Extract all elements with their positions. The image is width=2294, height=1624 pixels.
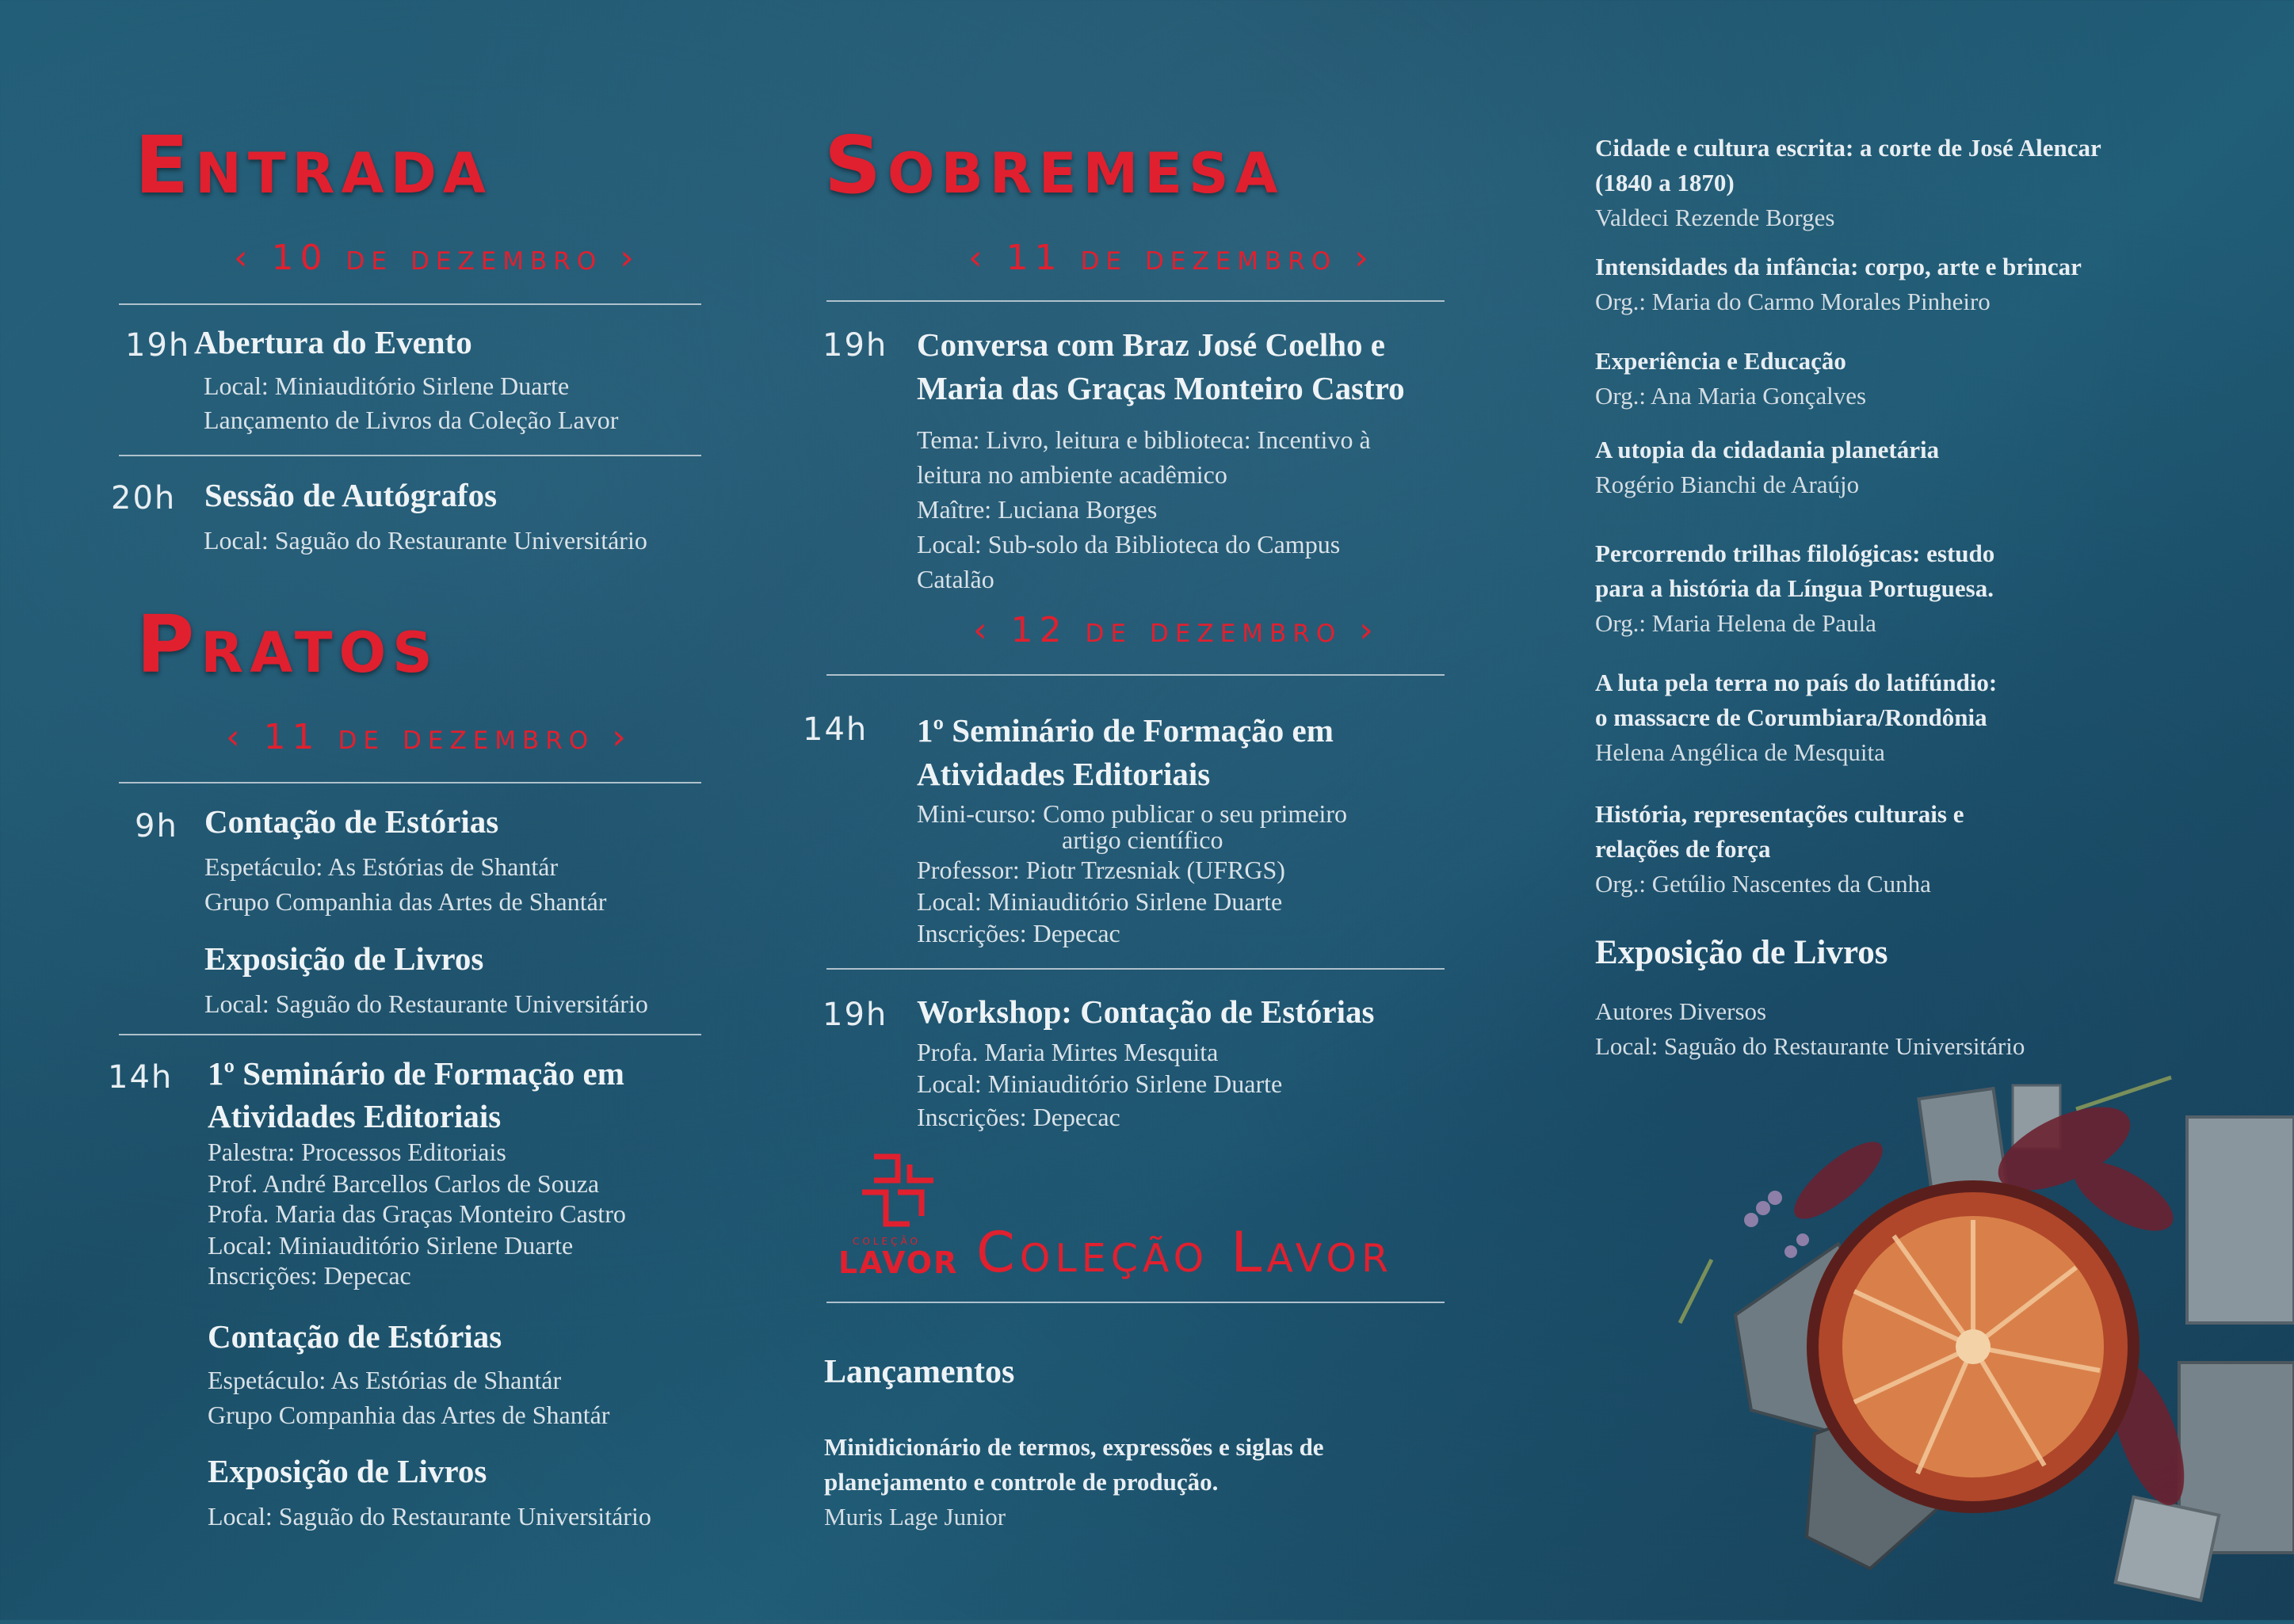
sobremesa-title: Sobremesa bbox=[824, 119, 1284, 212]
divider bbox=[826, 1302, 1445, 1303]
book-title: Experiência e Educação bbox=[1595, 347, 1846, 375]
book-title: História, representações culturais e bbox=[1595, 800, 1964, 828]
divider bbox=[119, 455, 701, 456]
book-title-line2: para a história da Língua Portuguesa. bbox=[1595, 574, 1994, 602]
pratos-title: Pratos bbox=[136, 598, 439, 691]
book-title: A utopia da cidadania planetária bbox=[1595, 436, 1940, 463]
sobremesa-date-1: ‹ 11 de dezembro › bbox=[968, 238, 1375, 278]
event-line: Lançamento de Livros da Coleção Lavor bbox=[204, 406, 619, 434]
event-title: Exposição de Livros bbox=[204, 940, 484, 977]
divider bbox=[119, 1034, 701, 1035]
event-line: Palestra: Processos Editoriais bbox=[208, 1138, 506, 1166]
event-title-line2: Atividades Editoriais bbox=[917, 756, 1211, 792]
event-time: 20h bbox=[111, 480, 177, 517]
event-title: Abertura do Evento bbox=[194, 324, 472, 360]
book-title-line2: o massacre de Corumbiara/Rondônia bbox=[1595, 703, 1987, 731]
event-line: Local: Sub-solo da Biblioteca do Campus bbox=[917, 530, 1341, 558]
event-time: 19h bbox=[823, 327, 888, 364]
event-title-line2: Maria das Graças Monteiro Castro bbox=[917, 370, 1405, 406]
event-line: Inscrições: Depecac bbox=[917, 919, 1120, 947]
sobremesa-date-2: ‹ 12 de dezembro › bbox=[973, 610, 1380, 650]
book-author: Rogério Bianchi de Araújo bbox=[1595, 471, 1860, 498]
event-line: Grupo Companhia das Artes de Shantár bbox=[208, 1401, 610, 1429]
still-life-illustration-icon bbox=[1632, 1062, 2294, 1620]
event-title: Workshop: Contação de Estórias bbox=[917, 993, 1375, 1030]
event-line: Mini-curso: Como publicar o seu primeiro bbox=[917, 799, 1348, 828]
book-author: Valdeci Rezende Borges bbox=[1595, 204, 1835, 231]
event-line: Local: Miniauditório Sirlene Duarte bbox=[204, 372, 570, 400]
logo-small-bottom: LAVOR bbox=[838, 1245, 959, 1280]
divider bbox=[826, 968, 1445, 970]
divider bbox=[826, 300, 1445, 302]
entrada-title: Entrada bbox=[135, 119, 492, 212]
event-line: Profa. Maria das Graças Monteiro Castro bbox=[208, 1199, 626, 1228]
book-title: Cidade e cultura escrita: a corte de José Alencar bbox=[1595, 134, 2101, 162]
event-line: Professor: Piotr Trzesniak (UFRGS) bbox=[917, 856, 1285, 884]
pratos-date: ‹ 11 de dezembro › bbox=[226, 717, 632, 757]
expo-line: Autores Diversos bbox=[1595, 997, 1767, 1025]
book-title: A luta pela terra no país do latifúndio: bbox=[1595, 669, 1998, 696]
book-author: Org.: Maria Helena de Paula bbox=[1595, 609, 1876, 637]
event-title: Contação de Estórias bbox=[204, 803, 499, 840]
lavor-emblem-icon bbox=[838, 1149, 957, 1236]
event-line: Prof. André Barcellos Carlos de Souza bbox=[208, 1169, 600, 1198]
event-line: Inscrições: Depecac bbox=[208, 1261, 411, 1290]
colecao-lavor-wordmark: Coleção Lavor bbox=[976, 1220, 1394, 1285]
expo-heading: Exposição de Livros bbox=[1595, 934, 1888, 971]
event-time: 9h bbox=[135, 808, 178, 844]
book-author: Muris Lage Junior bbox=[824, 1503, 1006, 1531]
book-title-line2: planejamento e controle de produção. bbox=[824, 1468, 1219, 1496]
event-line: Local: Miniauditório Sirlene Duarte bbox=[208, 1231, 574, 1260]
event-line: Grupo Companhia das Artes de Shantár bbox=[204, 887, 607, 916]
logo-small-top: COLEÇÃO bbox=[853, 1236, 921, 1247]
event-line: Profa. Maria Mirtes Mesquita bbox=[917, 1038, 1219, 1066]
expo-line: Local: Saguão do Restaurante Universitário bbox=[1595, 1032, 2025, 1060]
book-title: Percorrendo trilhas filológicas: estudo bbox=[1595, 539, 1995, 567]
event-title: Conversa com Braz José Coelho e bbox=[917, 326, 1385, 363]
event-line: leitura no ambiente acadêmico bbox=[917, 460, 1227, 489]
book-author: Org.: Getúlio Nascentes da Cunha bbox=[1595, 870, 1931, 898]
book-author: Helena Angélica de Mesquita bbox=[1595, 738, 1885, 766]
event-line: Catalão bbox=[917, 565, 994, 593]
event-title: 1º Seminário de Formação em bbox=[208, 1055, 624, 1092]
event-title-line2: Atividades Editoriais bbox=[208, 1098, 502, 1134]
book-author: Org.: Ana Maria Gonçalves bbox=[1595, 382, 1867, 410]
event-title: Sessão de Autógrafos bbox=[204, 477, 498, 513]
event-line: Maître: Luciana Borges bbox=[917, 495, 1158, 524]
event-line: Local: Miniauditório Sirlene Duarte bbox=[917, 1069, 1283, 1098]
book-title-line2: relações de força bbox=[1595, 835, 1771, 863]
book-author: Org.: Maria do Carmo Morales Pinheiro bbox=[1595, 288, 1991, 315]
event-line: Tema: Livro, leitura e biblioteca: Incentivo à bbox=[917, 425, 1371, 454]
event-time: 19h bbox=[823, 997, 888, 1033]
book-title-line2: (1840 a 1870) bbox=[1595, 169, 1735, 196]
event-line: Local: Saguão do Restaurante Universitário bbox=[204, 526, 647, 555]
colecao-lavor-logo bbox=[838, 1149, 957, 1283]
event-title: 1º Seminário de Formação em bbox=[917, 712, 1334, 749]
divider bbox=[826, 674, 1445, 676]
decorative-illustration bbox=[1632, 1062, 2294, 1620]
event-line: Espetáculo: As Estórias de Shantár bbox=[208, 1366, 562, 1394]
event-time: 14h bbox=[108, 1059, 174, 1096]
event-line: artigo científico bbox=[1062, 825, 1223, 854]
event-line: Local: Saguão do Restaurante Universitário bbox=[208, 1502, 651, 1531]
event-time: 19h bbox=[125, 327, 191, 364]
lancamentos-heading: Lançamentos bbox=[824, 1354, 1015, 1390]
event-time: 14h bbox=[803, 711, 868, 748]
event-line: Local: Miniauditório Sirlene Duarte bbox=[917, 887, 1283, 916]
book-title: Intensidades da infância: corpo, arte e brincar bbox=[1595, 253, 2082, 280]
entrada-date: ‹ 10 de dezembro › bbox=[234, 238, 640, 278]
divider bbox=[119, 303, 701, 305]
event-line: Espetáculo: As Estórias de Shantár bbox=[204, 852, 559, 881]
book-title: Minidicionário de termos, expressões e siglas de bbox=[824, 1433, 1324, 1461]
event-line: Local: Saguão do Restaurante Universitário bbox=[204, 989, 648, 1018]
event-title: Exposição de Livros bbox=[208, 1453, 487, 1489]
divider bbox=[119, 782, 701, 783]
event-title: Contação de Estórias bbox=[208, 1318, 502, 1355]
event-line: Inscrições: Depecac bbox=[917, 1103, 1120, 1131]
